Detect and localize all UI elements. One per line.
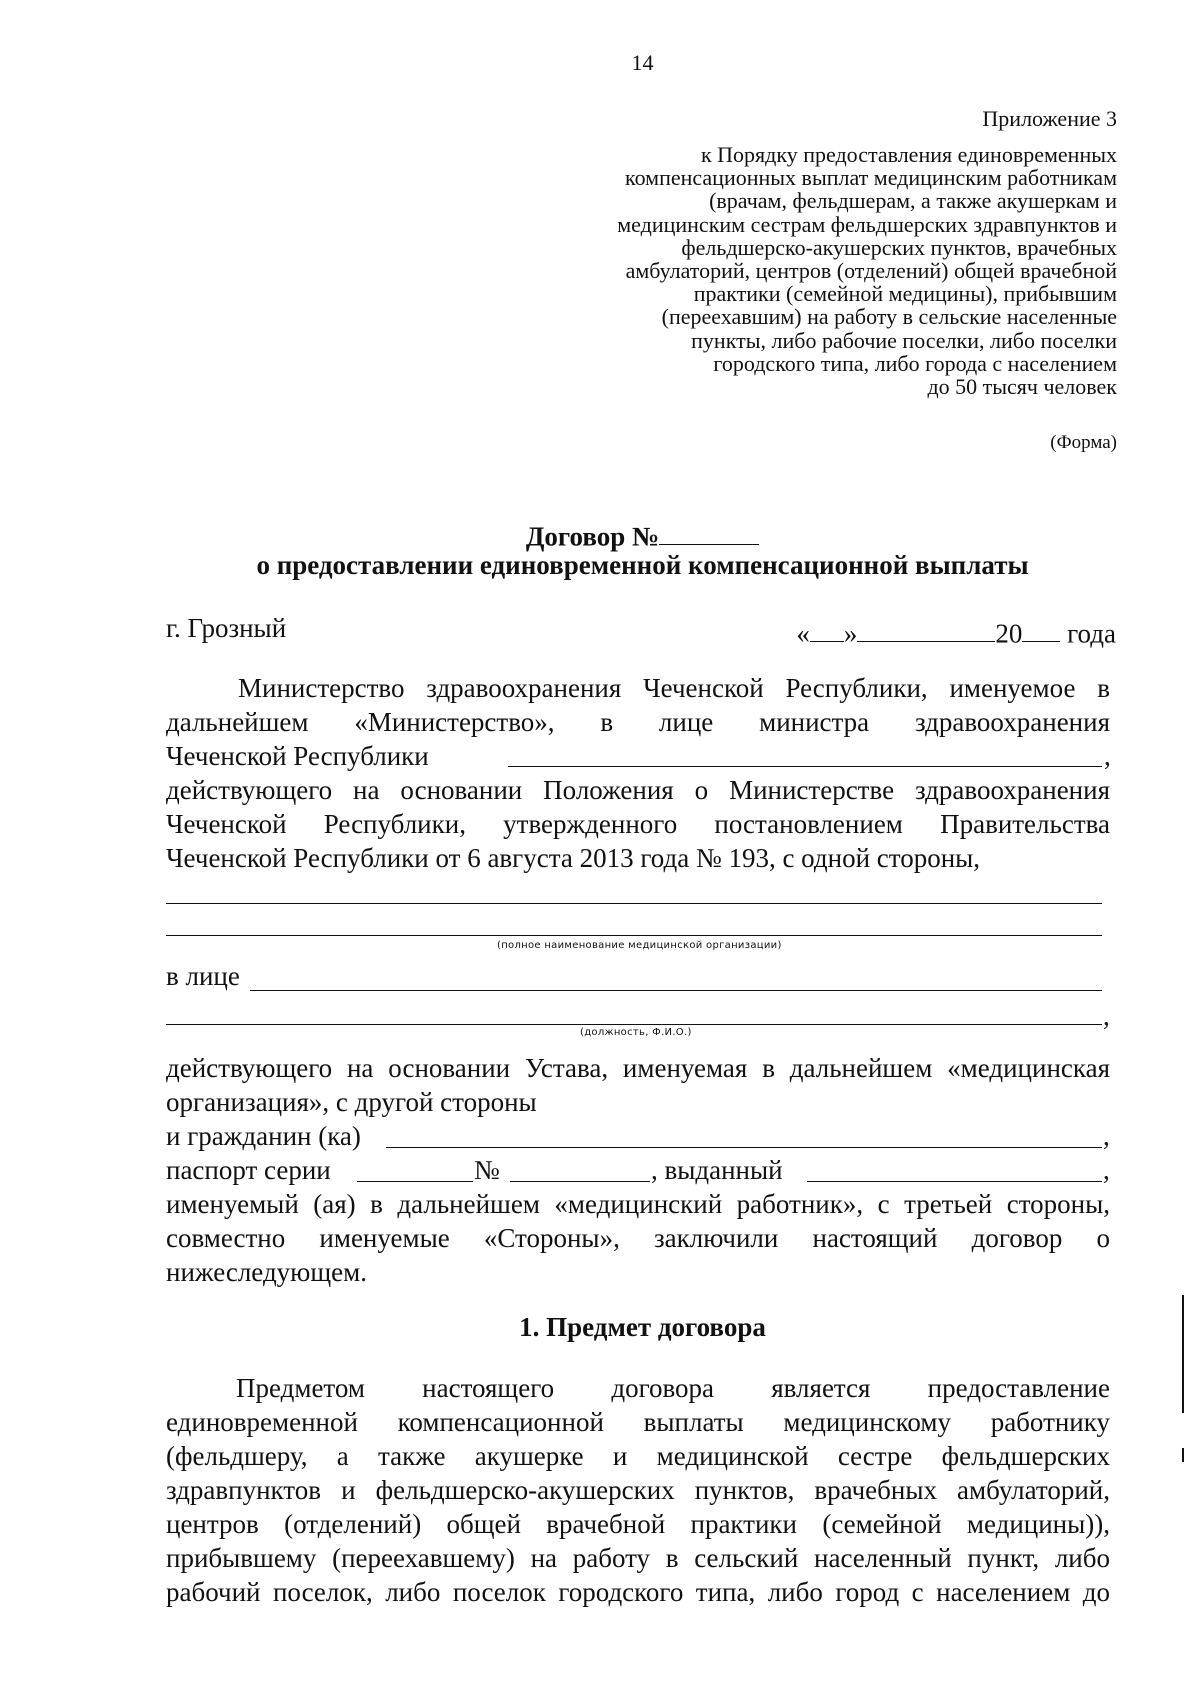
annex-line: фельдшерско-акушерских пунктов, врачебных — [681, 234, 1117, 260]
passport-line — [166, 1154, 1110, 1188]
annex-line: практики (семейной медицины), прибывшим — [693, 281, 1117, 307]
scan-margin-tick — [1182, 1448, 1184, 1462]
year-blank[interactable] — [1022, 613, 1060, 642]
contract-title — [0, 516, 1200, 552]
body-line: организация», с другой стороны — [166, 1087, 537, 1117]
passport-number-label: № — [474, 1155, 500, 1185]
section-line: Предметом настоящего договора является предоставление — [236, 1373, 1110, 1403]
body-line: действующего на основании Устава, именуемая в дальнейшем «медицинская — [166, 1053, 1110, 1083]
section-line: прибывшему (переехавшему) на работу в сельский населенный пункт, либо — [166, 1543, 1110, 1573]
section-line: (фельдшеру, а также акушерке и медицинской сестре фельдшерских — [166, 1441, 1110, 1471]
body-line: совместно именуемые «Стороны», заключили настоящий договор о — [166, 1223, 1110, 1253]
issued-label: , выданный — [651, 1155, 783, 1185]
passport-number-blank[interactable] — [510, 1181, 650, 1182]
contract-title-text: Договор № — [525, 521, 660, 552]
day-blank[interactable] — [810, 613, 844, 642]
form-label: (Форма) — [1050, 432, 1117, 453]
intro-comma: , — [1104, 741, 1111, 771]
annex-description — [617, 143, 1117, 398]
annex-line: компенсационных выплат медицинским работникам — [625, 165, 1117, 191]
minister-name-blank[interactable] — [508, 766, 1102, 767]
month-blank[interactable] — [857, 613, 995, 642]
intro-line-text: Чеченской Республики — [166, 741, 429, 771]
intro-line: Министерство здравоохранения Чеченской Республики, именуемое в — [238, 673, 1110, 703]
body-line: нижеследующем. — [166, 1257, 367, 1287]
organization-caption: (полное наименование медицинской организации) — [497, 940, 782, 951]
page-number: 14 — [631, 50, 654, 75]
issued-by-blank[interactable] — [807, 1181, 1102, 1182]
annex-line: (переехавшим) на работу в сельские населенные — [661, 304, 1117, 330]
intro-line: дальнейшем «Министерство», в лице министра здравоохранения — [166, 707, 1110, 737]
intro-line: Чеченской Республики от 6 августа 2013 года № 193, с одной стороны, — [166, 843, 981, 873]
annex-line: (врачам, фельдшерам, а также акушеркам и — [709, 188, 1117, 214]
city-label: г. Грозный — [166, 613, 287, 643]
section-line: здравпунктов и фельдшерско-акушерских пунктов, врачебных амбулаторий, — [166, 1475, 1110, 1505]
intro-line — [166, 740, 1110, 774]
annex-line: амбулаторий, центров (отделений) общей врачебной — [625, 258, 1117, 284]
intro-line: Чеченской Республики, утвержденного постановлением Правительства — [166, 809, 1110, 839]
citizen-name-blank[interactable] — [386, 1147, 1102, 1148]
date-close-quote: » — [843, 618, 858, 649]
passport-label: паспорт серии — [166, 1155, 331, 1185]
representative-blank-1[interactable] — [250, 990, 1102, 991]
citizen-line — [166, 1120, 1110, 1154]
date-open-quote: « — [796, 618, 810, 649]
representative-comma: , — [1103, 1001, 1110, 1031]
citizen-comma: , — [1103, 1121, 1110, 1151]
body-line: именуемый (ая) в дальнейшем «медицинский работник», с третьей стороны, — [166, 1189, 1110, 1219]
contract-number-blank[interactable] — [659, 516, 759, 545]
annex-title: Приложение 3 — [982, 106, 1117, 131]
date-line — [796, 613, 1116, 649]
issued-comma: , — [1103, 1155, 1110, 1185]
annex-line: городского типа, либо города с населением — [713, 350, 1117, 376]
citizen-label: и гражданин (ка) — [166, 1121, 361, 1151]
intro-line: действующего на основании Положения о Министерстве здравоохранения — [166, 775, 1110, 805]
year-prefix: 20 — [995, 618, 1023, 649]
annex-line: к Порядку предоставления единовременных — [700, 142, 1117, 167]
section-line: единовременной компенсационной выплаты медицинскому работнику — [166, 1407, 1110, 1437]
scan-margin-mark — [1182, 1295, 1184, 1413]
section-line: рабочий поселок, либо поселок городского типа, либо город с населением до — [166, 1577, 1110, 1607]
annex-line: медицинским сестрам фельдшерских здравпунктов и — [617, 211, 1117, 237]
position-caption: (должность, Ф.И.О.) — [580, 1027, 692, 1038]
passport-series-blank[interactable] — [357, 1181, 473, 1182]
year-word: года — [1067, 618, 1116, 649]
section-line: центров (отделений) общей врачебной практики (семейной медицины)), — [166, 1509, 1110, 1539]
in-person-label: в лице — [166, 961, 240, 991]
organization-name-blank-2[interactable] — [166, 935, 1102, 936]
annex-line: пункты, либо рабочие поселки, либо поселки — [691, 327, 1117, 353]
annex-line: до 50 тысяч человек — [927, 374, 1117, 400]
section-1-title: 1. Предмет договора — [519, 1312, 766, 1342]
representative-blank-2[interactable] — [166, 1024, 1102, 1025]
contract-subtitle: о предоставлении единовременной компенсационной выплаты — [256, 550, 1029, 580]
organization-name-blank-1[interactable] — [166, 903, 1102, 904]
